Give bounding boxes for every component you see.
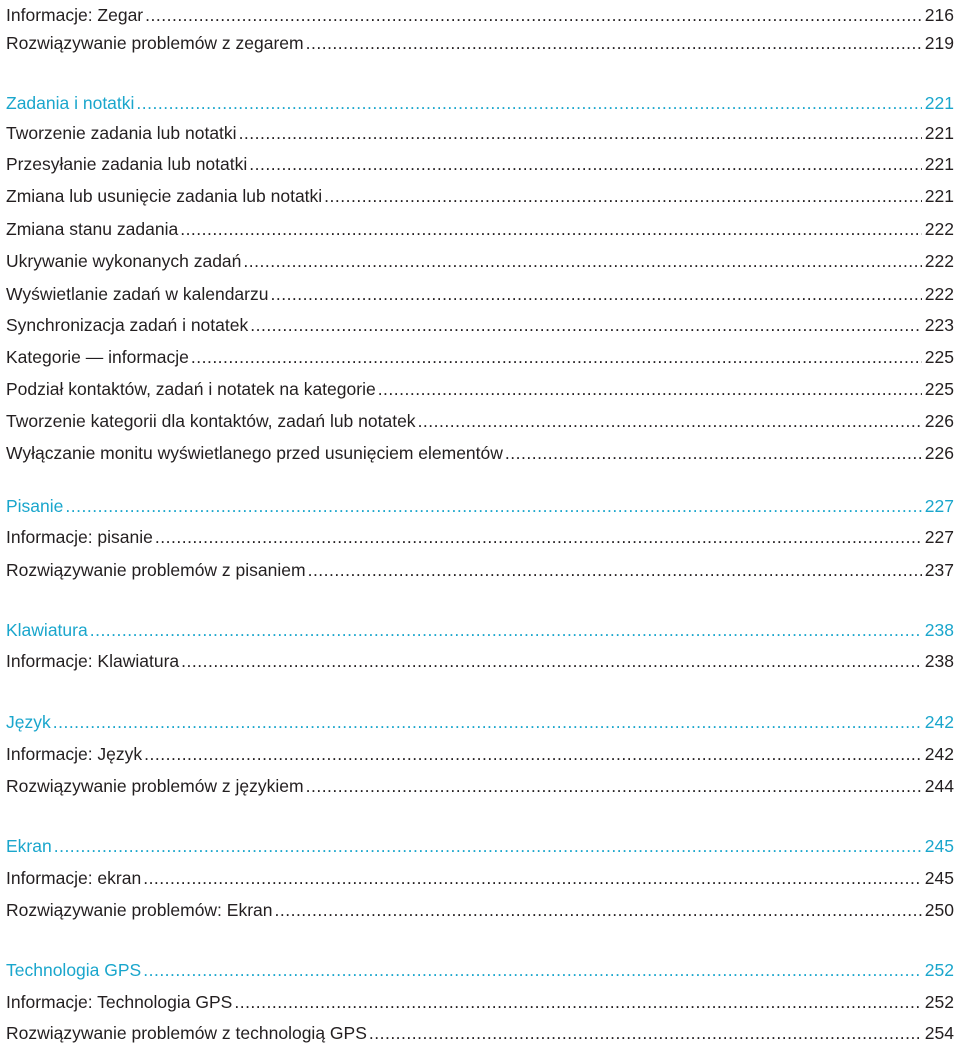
toc-entry[interactable] [6,310,954,341]
toc-section-heading[interactable] [6,831,954,862]
toc-page-number: 222 [924,284,954,304]
toc-entry-title: Klawiatura [6,620,88,640]
dot-leader [180,214,922,245]
toc-page-number: 226 [924,443,954,463]
dot-leader [90,615,922,646]
toc-entry[interactable] [6,739,954,770]
toc-page-number: 238 [924,651,954,671]
toc-entry[interactable] [6,342,954,373]
toc-page-number: 227 [924,496,954,516]
toc-entry-title: Rozwiązywanie problemów z zegarem [6,33,304,53]
toc-page-number: 225 [924,379,954,399]
dot-leader [418,406,922,437]
dot-leader [234,987,921,1018]
dot-leader [308,555,922,586]
toc-section-heading[interactable] [6,707,954,738]
toc-page-number: 223 [924,315,954,335]
toc-entry-title: Ekran [6,836,52,856]
toc-page-number: 221 [924,154,954,174]
toc-page-number: 227 [924,527,954,547]
toc-entry-title: Technologia GPS [6,960,142,980]
dot-leader [65,491,921,522]
toc-entry[interactable] [6,895,954,926]
toc-entry-title: Informacje: Zegar [6,5,144,25]
dot-leader [143,955,922,986]
toc-entry[interactable] [6,863,954,894]
toc-entry-title: Język [6,712,51,732]
toc-section-heading[interactable] [6,955,954,986]
dot-leader [145,0,922,31]
toc-entry-title: Tworzenie zadania lub notatki [6,123,237,143]
toc-entry-title: Zmiana stanu zadania [6,219,179,239]
toc-page-number: 219 [924,33,954,53]
toc-entry-title: Wyłączanie monitu wyświetlanego przed usunięciem elementów [6,443,503,463]
toc-entry[interactable] [6,987,954,1018]
toc-page-number: 216 [924,5,954,25]
toc-entry[interactable] [6,28,954,59]
toc-entry[interactable] [6,279,954,310]
dot-leader [306,771,922,802]
toc-page-number: 238 [924,620,954,640]
toc-entry-title: Rozwiązywanie problemów z językiem [6,776,304,796]
toc-entry-title: Synchronizacja zadań i notatek [6,315,249,335]
toc-entry-title: Informacje: Język [6,744,143,764]
toc-entry-title: Pisanie [6,496,64,516]
dot-leader [54,831,922,862]
dot-leader [243,246,921,277]
toc-entry-title: Wyświetlanie zadań w kalendarzu [6,284,269,304]
toc-page-number: 225 [924,347,954,367]
dot-leader [143,863,922,894]
toc-entry-title: Kategorie — informacje [6,347,189,367]
dot-leader [275,895,922,926]
dot-leader [270,279,921,310]
toc-entry-title: Ukrywanie wykonanych zadań [6,251,242,271]
toc-entry[interactable] [6,406,954,437]
toc-entry-title: Przesyłanie zadania lub notatki [6,154,248,174]
toc-entry-title: Zmiana lub usunięcie zadania lub notatki [6,186,323,206]
toc-section-heading[interactable] [6,615,954,646]
toc-entry[interactable] [6,118,954,149]
toc-entry[interactable] [6,771,954,802]
toc-page-number: 221 [924,186,954,206]
dot-leader [155,522,922,553]
toc-entry-title: Rozwiązywanie problemów z technologią GPS [6,1023,367,1043]
toc-page-number: 254 [924,1023,954,1043]
toc-entry-title: Zadania i notatki [6,93,135,113]
toc-page-number: 221 [924,123,954,143]
toc-entry-title: Informacje: pisanie [6,527,153,547]
toc-entry[interactable] [6,246,954,277]
toc-entry[interactable] [6,149,954,180]
dot-leader [324,181,922,212]
toc-entry-title: Informacje: Klawiatura [6,651,180,671]
toc-entry[interactable] [6,181,954,212]
toc-page-number: 242 [924,712,954,732]
toc-page-number: 244 [924,776,954,796]
toc-entry[interactable] [6,522,954,553]
toc-entry[interactable] [6,0,954,31]
toc-entry[interactable] [6,1018,954,1049]
toc-section-heading[interactable] [6,88,954,119]
toc-page-number: 222 [924,219,954,239]
toc-page-number: 250 [924,900,954,920]
dot-leader [181,646,922,677]
toc-entry-title: Tworzenie kategorii dla kontaktów, zadań lub notatek [6,411,416,431]
dot-leader [369,1018,922,1049]
dot-leader [53,707,922,738]
dot-leader [136,88,921,119]
toc-page-number: 221 [924,93,954,113]
toc-page-number: 252 [924,992,954,1012]
toc-entry[interactable] [6,646,954,677]
toc-entry-title: Informacje: ekran [6,868,142,888]
toc-entry[interactable] [6,214,954,245]
toc-page-number: 222 [924,251,954,271]
toc-entry[interactable] [6,438,954,469]
dot-leader [505,438,922,469]
toc-page-number: 252 [924,960,954,980]
toc-page-number: 245 [924,868,954,888]
toc-page-number: 237 [924,560,954,580]
toc-entry-title: Rozwiązywanie problemów z pisaniem [6,560,306,580]
toc-entry-title: Rozwiązywanie problemów: Ekran [6,900,273,920]
dot-leader [144,739,922,770]
toc-entry[interactable] [6,555,954,586]
toc-page-number: 242 [924,744,954,764]
dot-leader [250,310,922,341]
dot-leader [191,342,922,373]
dot-leader [306,28,922,59]
toc-section-heading[interactable] [6,491,954,522]
dot-leader [378,374,922,405]
toc-entry-title: Podział kontaktów, zadań i notatek na kategorie [6,379,376,399]
toc-page-number: 245 [924,836,954,856]
toc-entry[interactable] [6,374,954,405]
dot-leader [239,118,922,149]
dot-leader [249,149,922,180]
toc-entry-title: Informacje: Technologia GPS [6,992,233,1012]
toc-page-number: 226 [924,411,954,431]
